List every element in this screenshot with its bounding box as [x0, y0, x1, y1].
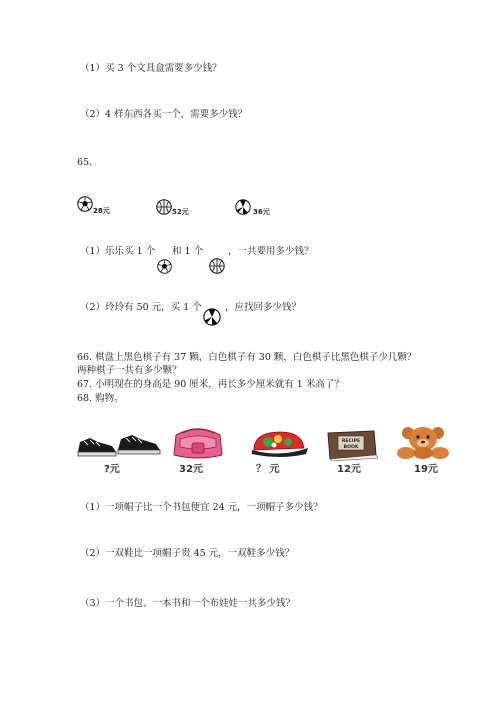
volleyball-price: 36元	[253, 208, 270, 216]
problem-68-title: 68. 购物。	[77, 393, 124, 404]
p68-question-1: （1）一项帽子比一个书包便宜 24 元，一项帽子多少钱？	[80, 502, 323, 513]
p68-question-2: （2）一双鞋比一项帽子贵 45 元，一双鞋多少钱？	[80, 548, 295, 559]
cap-price: ？ 元	[256, 464, 280, 475]
question-1: （1）买 3 个文具盒需要多少钱？	[80, 63, 222, 74]
teddy-bear-icon	[396, 425, 452, 461]
svg-text:BOOK: BOOK	[343, 445, 359, 450]
p65-q2-part2: ，应找回多少钱？	[225, 302, 302, 313]
question-2: （2）4 样东西各买一个，需要多少钱？	[80, 109, 248, 120]
problem-66-line2: 两种棋子一共有多少颗？	[77, 365, 182, 376]
p65-q2-part1: （2）玲玲有 50 元，买 1 个	[80, 302, 202, 313]
problem-66-line1: 66. 棋盘上黑色棋子有 37 颗，白色棋子有 30 颗，白色棋子比黑色棋子少几颗？	[77, 352, 417, 363]
svg-text:RECIPE: RECIPE	[341, 439, 361, 444]
recipe-book-icon	[324, 429, 380, 461]
backpack-icon	[170, 425, 226, 461]
volleyball-icon	[235, 199, 251, 215]
volleyball-icon	[203, 308, 221, 326]
teddy-price: 19元	[414, 464, 438, 475]
p68-question-3: （3）一个书包、一本书和一个布娃娃一共多少钱？	[80, 598, 296, 609]
p65-q1-part1: （1）乐乐买 1 个	[80, 246, 156, 257]
p65-q1-part3: ，一共要用多少钱？	[228, 246, 314, 257]
soccer-ball-icon	[157, 259, 172, 274]
sneakers-icon	[76, 430, 162, 460]
cap-icon	[250, 428, 310, 460]
soccer-ball-icon	[77, 196, 93, 212]
soccer-price: 28元	[93, 207, 110, 215]
basketball-icon	[156, 199, 172, 215]
problem-67: 67. 小明现在的身高是 90 厘米，再长多少厘米就有 1 米高了？	[77, 379, 344, 390]
p65-q1-part2: 和 1 个	[172, 246, 204, 257]
sneakers-price: ?元	[104, 464, 120, 475]
backpack-price: 32元	[179, 464, 203, 475]
basketball-price: 52元	[172, 208, 189, 216]
book-price: 12元	[337, 464, 361, 475]
basketball-icon	[209, 258, 225, 274]
problem-65-number: 65.	[77, 157, 93, 168]
